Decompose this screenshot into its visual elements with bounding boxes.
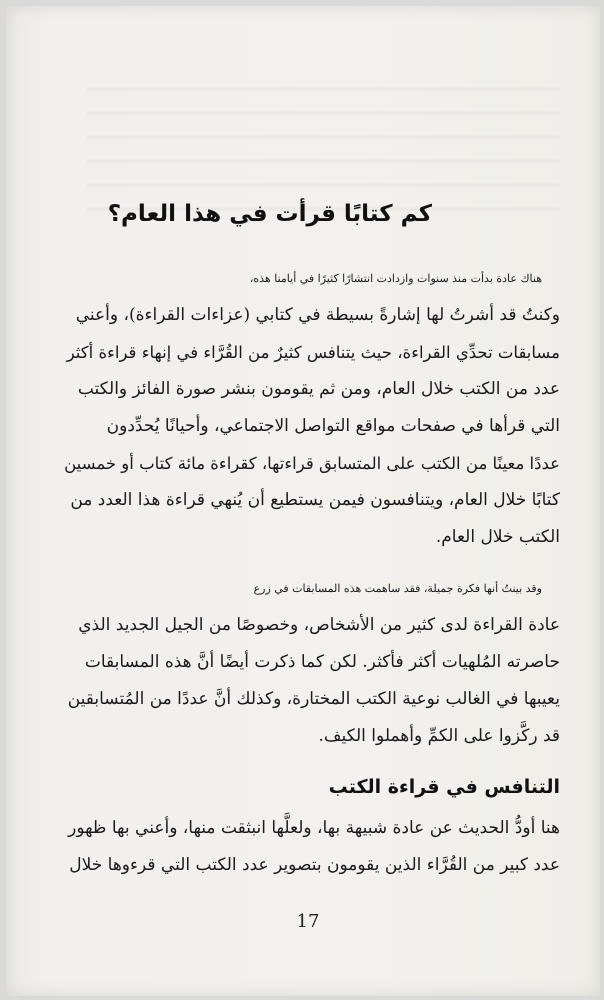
paragraph-line: كتابًا خلال العام، ويتنافسون فيمن يستطيع أن يُنهي قراءة هذا العدد من xyxy=(70,490,560,510)
chapter-heading: كم كتابًا قرأت في هذا العام؟ xyxy=(107,201,432,227)
paragraph-3 xyxy=(58,810,560,884)
paragraph-line: عددًا معينًا من الكتب على المتسابق قراءتها، كقراءة مائة كتاب أو خمسين xyxy=(64,454,560,473)
book-page xyxy=(6,6,600,996)
paragraph-line: وكنتُ قد أشرتُ لها إشارةً بسيطة في كتابي (عزاءات القراءة)، وأعني xyxy=(75,305,560,325)
paragraph-line: هنا أودُّ الحديث عن عادة شبيهة بها، ولعلَّها انبثقت منها، وأعني بها ظهور xyxy=(68,818,560,838)
paragraph-2 xyxy=(58,570,560,755)
paragraph-line: هناك عادة بدأت منذ سنوات وازدادت انتشارًا كثيرًا في أيامنا هذه، xyxy=(249,272,542,285)
paragraph-line: التي قرأها في صفحات مواقع التواصل الاجتماعي، وأحيانًا يُحدِّدون xyxy=(106,416,560,436)
paragraph-line: الكتب خلال العام. xyxy=(435,527,560,547)
paragraph-line: حاصرته المُلهيات أكثر فأكثر. لكن كما ذكرت أيضًا أنَّ هذه المسابقات xyxy=(84,652,560,672)
paragraph-1 xyxy=(58,260,560,556)
paragraph-line: وقد بينتُ أنها فكرة جميلة، فقد ساهمت هذه المسابقات في زرع xyxy=(253,582,542,595)
paragraph-line: قد ركَّزوا على الكمِّ وأهملوا الكيف. xyxy=(318,726,560,746)
paragraph-line: عدد كبير من القُرَّاء الذين يقومون بتصوير عدد الكتب التي قرءوها خلال xyxy=(69,855,560,875)
section-heading: التنافس في قراءة الكتب xyxy=(328,776,560,798)
paragraph-line: مسابقات تحدِّي القراءة، حيث يتنافس كثيرٌ من القُرَّاء في إنهاء قراءة أكثر xyxy=(66,343,560,362)
paragraph-line: عادة القراءة لدى كثير من الأشخاص، وخصوصًا من الجيل الجديد الذي xyxy=(78,615,560,635)
page-number: 17 xyxy=(296,911,320,932)
paragraph-line: يعيبها في الغالب نوعية الكتب المختارة، وكذلك أنَّ عددًا من المُتسابقين xyxy=(67,689,560,709)
paragraph-line: عدد من الكتب خلال العام، ومن ثم يقومون بنشر صورة الفائز والكتب xyxy=(77,379,560,399)
